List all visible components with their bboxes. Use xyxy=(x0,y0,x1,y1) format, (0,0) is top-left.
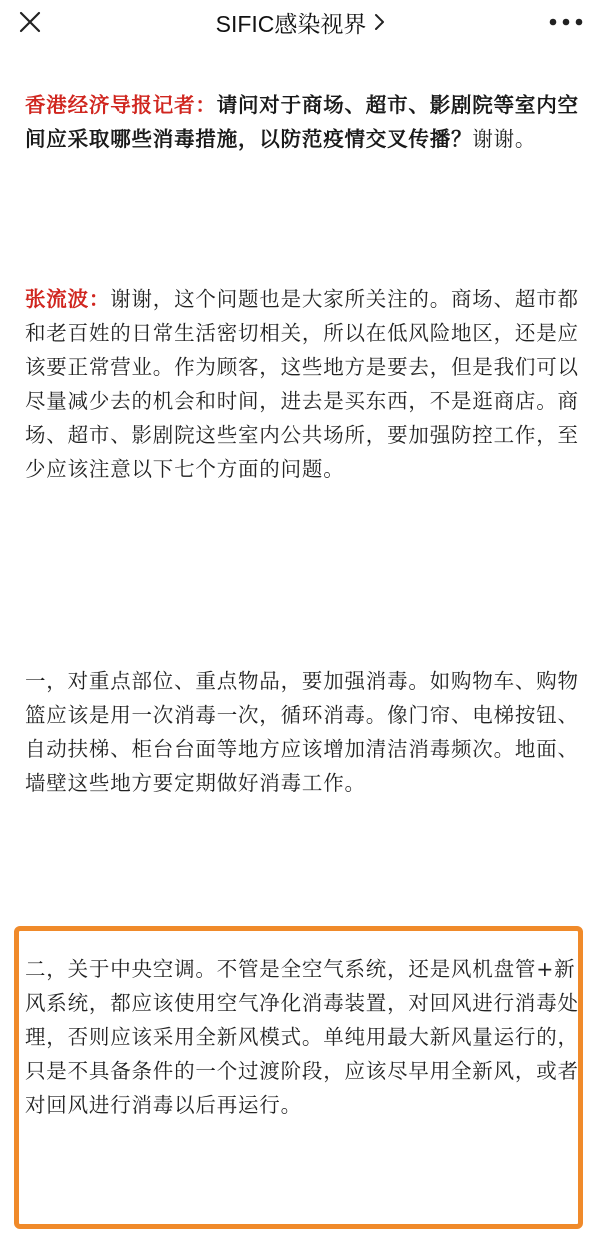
answer-speaker: 张流波： xyxy=(25,287,111,311)
top-nav-bar xyxy=(0,0,602,46)
more-options-button[interactable] xyxy=(544,4,588,40)
measure-item-1: 一，对重点部位、重点物品，要加强消毒。如购物车、购物篮应该是用一次消毒一次，循环消毒。像门帘、电梯按钮、自动扶梯、柜台台面等地方应该增加清洁消毒频次。地面、墙壁这些地方要定期做好消毒工作。 xyxy=(25,669,579,795)
question-thanks: 谢谢。 xyxy=(472,127,537,151)
close-button[interactable] xyxy=(12,4,48,40)
expert-answer xyxy=(25,282,583,486)
close-icon xyxy=(18,10,42,34)
account-title: SIFIC感染视界 xyxy=(215,10,367,37)
question-text: 请问对于商场、超市、影剧院等室内空间应采取哪些消毒措施，以防范疫情交叉传播？ xyxy=(25,93,579,151)
chevron-right-icon xyxy=(374,13,386,31)
more-dots-icon xyxy=(549,18,583,26)
question-speaker: 香港经济导报记者： xyxy=(25,93,217,117)
reporter-question xyxy=(25,88,583,156)
answer-text: 谢谢，这个问题也是大家所关注的。商场、超市都和老百姓的日常生活密切相关，所以在低风险地区，还是应该要正常营业。作为顾客，这些地方是要去，但是我们可以尽量减少去的机会和时间，进去是买东西，不是逛商店。商场、超市、影剧院这些室内公共场所，要加强防控工作，至少应该注意以下七个方面的问题。 xyxy=(25,287,579,481)
account-title-link[interactable] xyxy=(150,6,452,38)
measure-item-2: 二，关于中央空调。不管是全空气系统，还是风机盘管+新风系统，都应该使用空气净化消毒装置，对回风进行消毒处理，否则应该采用全新风模式。单纯用最大新风量运行的，只是不具备条件的一个过渡阶段，应该尽早用全新风，或者对回风进行消毒以后再运行。 xyxy=(25,957,579,1117)
